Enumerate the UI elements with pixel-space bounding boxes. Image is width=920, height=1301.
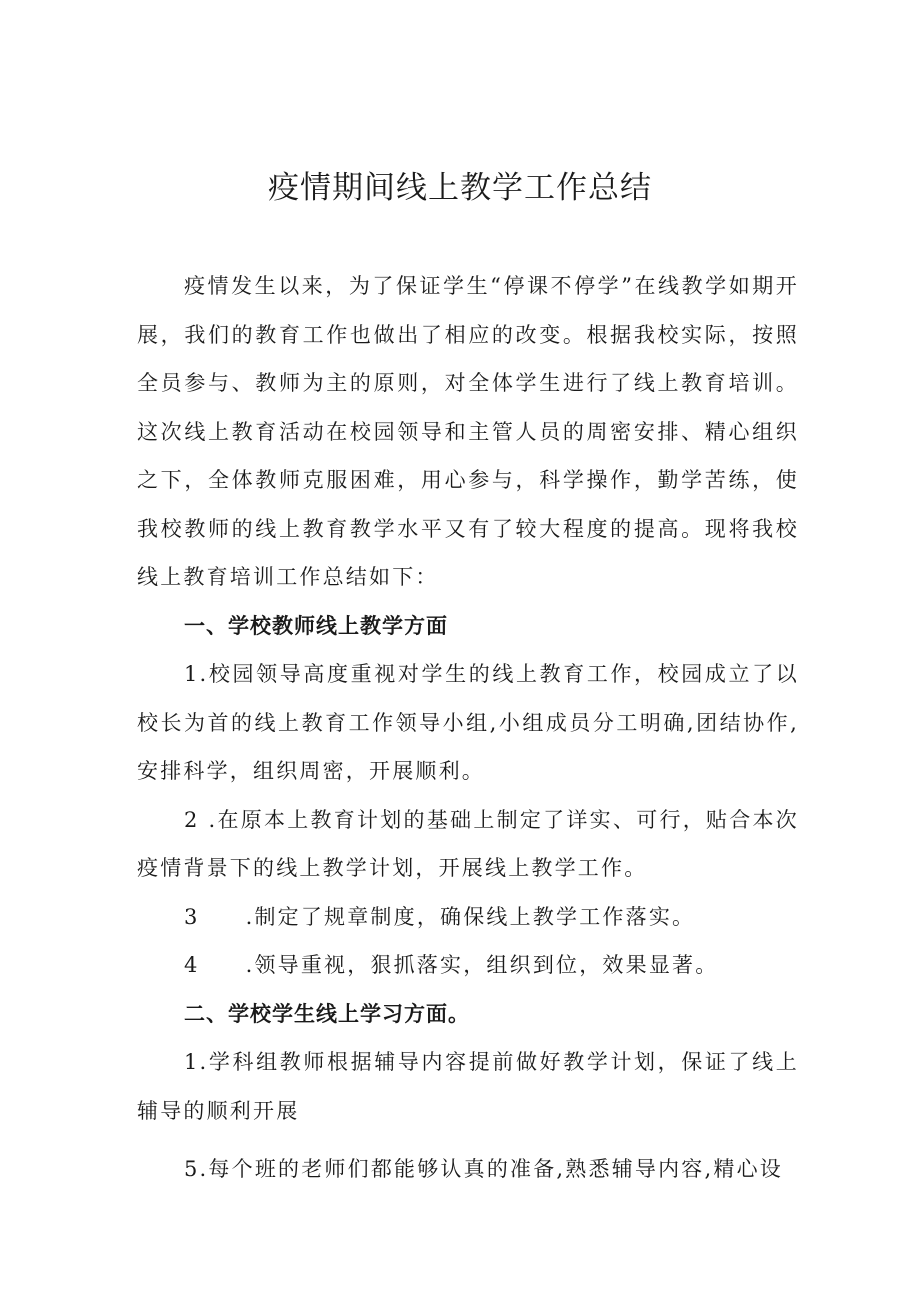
item-text: .制定了规章制度，确保线上教学工作落实。: [245, 904, 696, 929]
item-number: 4: [184, 953, 200, 977]
item-text: .领导重视，狠抓落实，组织到位，效果显著。: [245, 953, 719, 977]
document-title: 疫情期间线上教学工作总结: [268, 170, 652, 206]
document-body: [137, 262, 799, 1194]
section1-item-2: 2 .在原本上教育计划的基础上制定了详实、可行，贴合本次疫情背景下的线上教学计划，开展线上教学工作。: [137, 807, 799, 880]
section-heading-students: 二、学校学生线上学习方面。: [184, 1001, 470, 1026]
item-number: 3: [184, 904, 200, 929]
section2-item-1: 1.学科组教师根据辅导内容提前做好教学计划，保证了线上辅导的顺利开展: [137, 1050, 799, 1123]
section1-item-1: 1.校园领导高度重视对学生的线上教育工作，校园成立了以校长为首的线上教育工作领导小组,小组成员分工明确,团结协作,安排科学，组织周密，开展顺利。: [137, 662, 799, 783]
section1-item-4: [137, 941, 799, 990]
section2-item-5: 5.每个班的老师们都能够认真的准备,熟悉辅导内容,精心设: [184, 1157, 783, 1181]
section1-item-3: [137, 893, 799, 942]
intro-paragraph: 疫情发生以来，为了保证学生“停课不停学”在线教学如期开展，我们的教育工作也做出了相应的改变。根据我校实际，按照全员参与、教师为主的原则，对全体学生进行了线上教育培训。这次线上教育活动在校园领导和主管人员的周密安排、精心组织之下，全体教师克服困难，用心参与，科学操作，勤学苦练，使我校教师的线上教育教学水平又有了较大程度的提高。现将我校线上教育培训工作总结如下：: [137, 274, 799, 589]
section-heading-teachers: 一、学校教师线上教学方面: [184, 613, 448, 638]
